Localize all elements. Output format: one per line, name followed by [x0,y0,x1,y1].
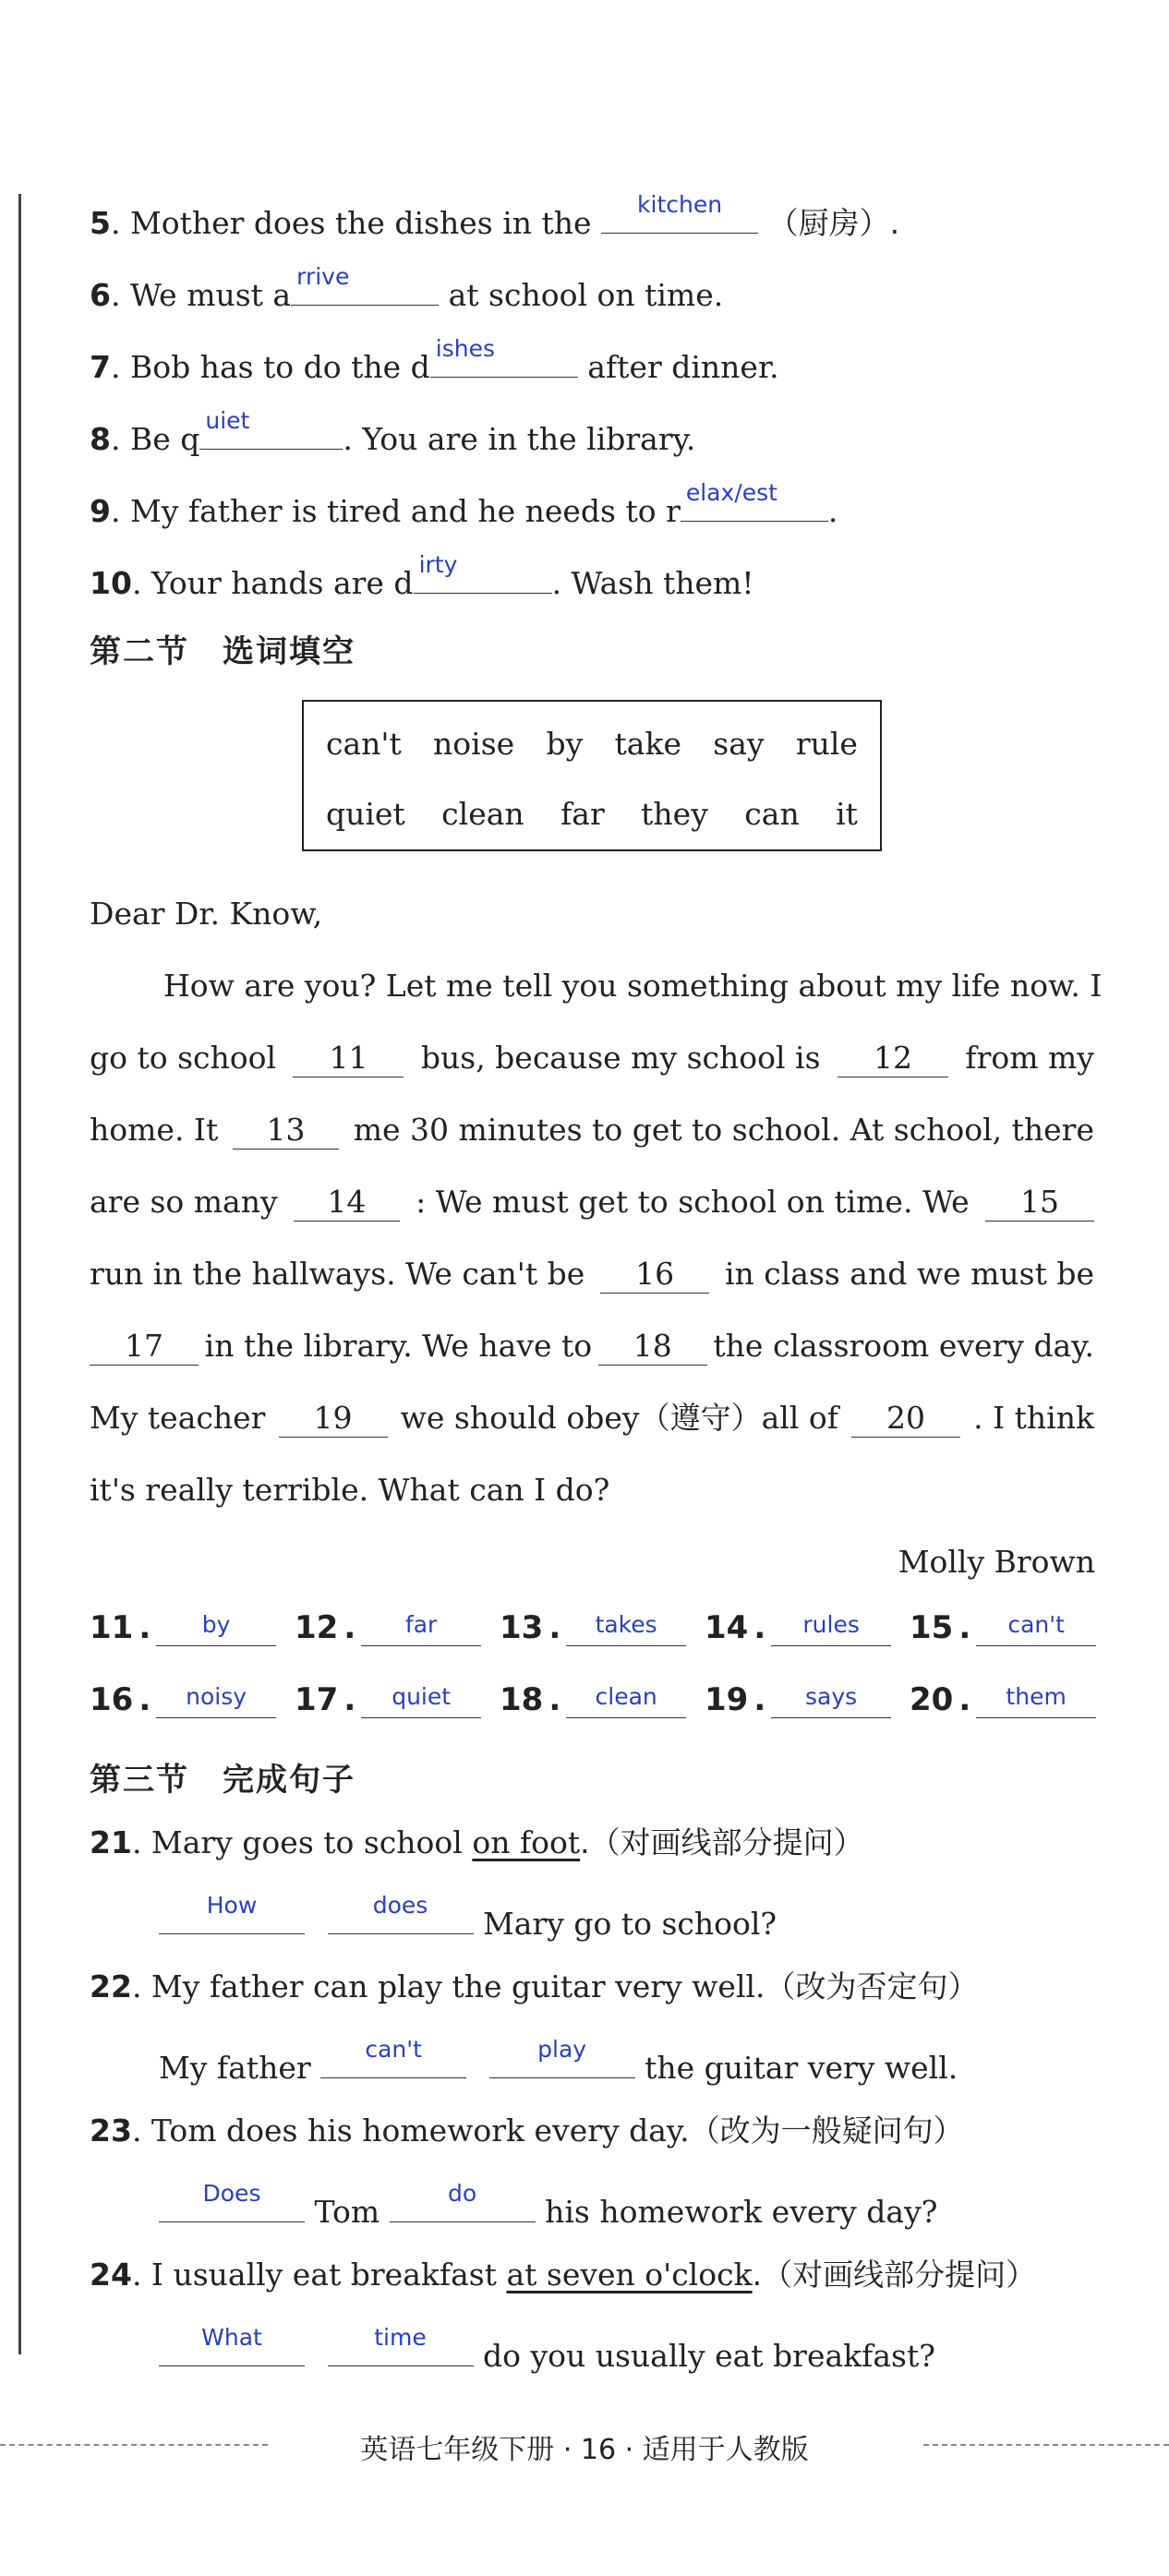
letter-line: go to school 11 bus, because my school is 12 from my [90,1040,1094,1076]
question-5: 5. Mother does the dishes in the kitchen （厨房）. [90,191,900,241]
answer-blank: can't [976,1608,1096,1646]
answer-blank: ishes [430,340,578,378]
answer-blank: quiet [361,1680,481,1718]
letter-line: home. It 13 me 30 minutes to get to school. At school, there [90,1112,1094,1148]
letter-line: 17 in the library. We have to 18 the classroom every day. [90,1328,1094,1366]
answer-blank: takes [566,1608,686,1646]
word-bank-row-1: can't noise by take say rule [326,726,858,762]
question-24: 24. I usually eat breakfast at seven o'clock.（对画线部分提问） [90,2257,1037,2293]
answer-blank: irty [414,556,552,594]
answer-blank: time [328,2329,474,2366]
letter-line: My teacher 19 we should obey（遵守）all of 20 . I think [90,1400,1094,1436]
word-bank [302,700,882,851]
answers-row-2: 16 . noisy 17 . quiet 18 . clean 19 . says 20 . them [90,1680,1096,1718]
question-22: 22. My father can play the guitar very well.（改为否定句） [90,1968,979,2004]
question-9: 9. My father is tired and he needs to r elax/est . [90,479,838,529]
answer-blank: does [328,1896,474,1934]
answer-line-23: Does Tom do his homework every day? [159,2185,937,2231]
question-21: 21. Mary goes to school on foot.（对画线部分提问） [90,1824,864,1860]
answer-blank: uiet [199,412,343,450]
question-7: 7. Bob has to do the d ishes after dinner. [90,335,779,385]
answer-blank: rrive [291,268,439,306]
word-bank-row-2: quiet clean far they can it [326,796,858,832]
letter-signature: Molly Brown [898,1544,1095,1580]
question-8: 8. Be q uiet . You are in the library. [90,407,696,457]
section-title-2: 第二节 选词填空 [90,633,356,670]
answer-blank: rules [771,1608,891,1646]
answer-blank: What [159,2329,305,2366]
answer-blank: play [489,2040,635,2078]
answer-blank: by [156,1608,276,1646]
answer-blank: Does [159,2185,305,2222]
letter-line: How are you? Let me tell you something about my life now. I [163,968,1103,1004]
question-6: 6. We must a rrive at school on time. [90,263,724,313]
margin-line [18,194,21,2354]
page-footer: 英语七年级下册 · 16 · 适用于人教版 [360,2434,809,2466]
letter-line: run in the hallways. We can't be 16 in class and we must be [90,1256,1094,1292]
answer-blank: says [771,1680,891,1718]
answer-blank: elax/est [681,484,828,522]
answer-blank: kitchen [601,196,758,234]
letter-line: it's really terrible. What can I do? [90,1472,610,1508]
letter-greeting: Dear Dr. Know, [90,896,323,932]
answers-row-1: 11 . by 12 . far 13 . takes 14 . rules 15 . can't [90,1608,1096,1646]
answer-line-21: How does Mary go to school? [159,1896,777,1943]
section-title-3: 第三节 完成句子 [90,1762,356,1799]
answer-blank: do [390,2185,536,2222]
answer-blank: them [976,1680,1096,1718]
answer-blank: clean [566,1680,686,1718]
answer-line-22: My father can't play the guitar very well. [159,2036,958,2086]
answer-blank: noisy [156,1680,276,1718]
letter-line: are so many 14 : We must get to school on time. We 15 [90,1184,1094,1222]
question-23: 23. Tom does his homework every day.（改为一般疑问句） [90,2113,964,2149]
answer-blank: can't [320,2040,466,2078]
answer-blank: far [361,1608,481,1646]
answer-blank: How [159,1896,305,1934]
question-10: 10. Your hands are d irty . Wash them! [90,551,754,601]
answer-line-24: What time do you usually eat breakfast? [159,2329,935,2375]
